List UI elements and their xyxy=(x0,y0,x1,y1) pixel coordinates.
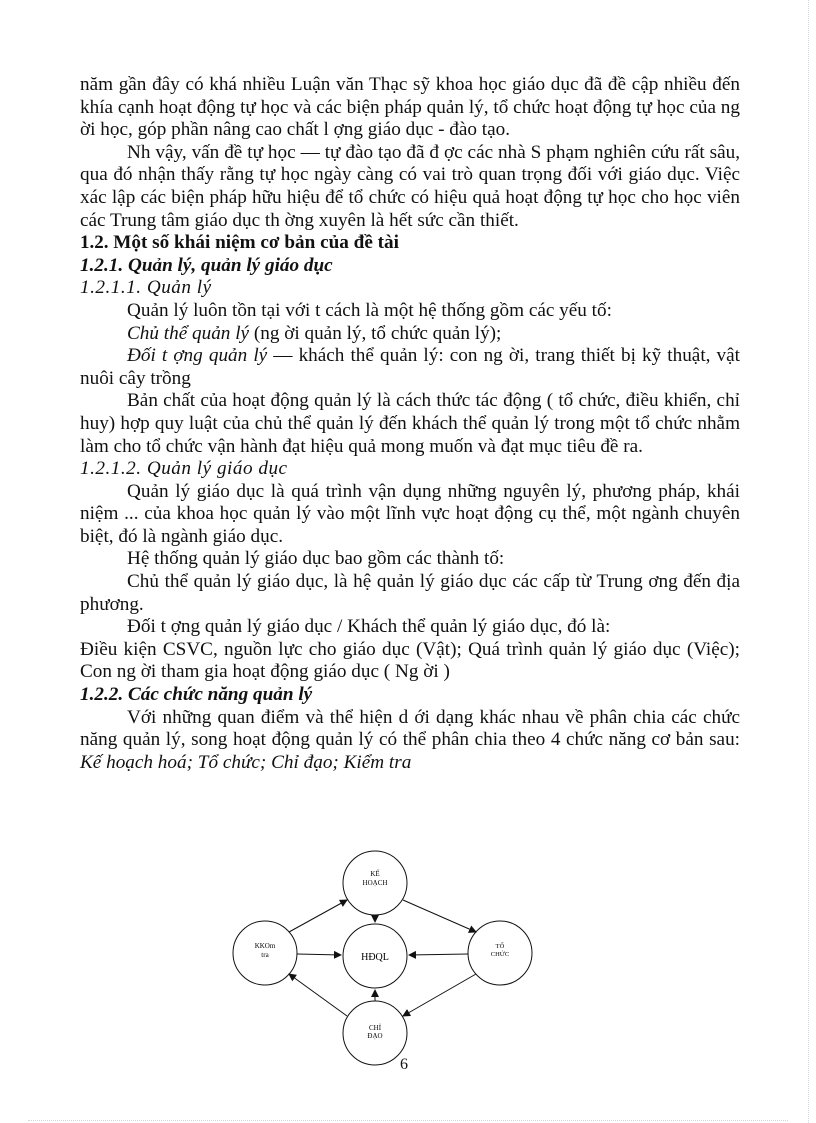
list-item: Đối t ợng quản lý — khách thể quản lý: con ng ời, trang thiết bị kỹ thuật, vật nuôi cây trồng xyxy=(80,345,740,389)
section-heading-1-2-1: 1.2.1. Quản lý, quản lý giáo dục xyxy=(80,254,333,276)
node-label: HOẠCH xyxy=(362,879,388,887)
node-label: ĐẠO xyxy=(367,1032,383,1040)
arrow-kiemtra-to-hdql xyxy=(297,954,341,955)
page-border-right xyxy=(808,0,809,1123)
section-heading-1-2: 1.2. Một số khái niệm cơ bản của đề tài xyxy=(80,232,399,254)
node-label: tra xyxy=(261,951,269,959)
arrow-kehoach-to-tochuc xyxy=(403,900,476,932)
paragraph: năm gần đây có khá nhiều Luận văn Thạc sỹ khoa học giáo dục đã đề cập nhiều đến khía cạnh hoạt động tự học và các biện pháp quản lý, tổ chức hoạt động tự học của ng ời học, góp phần nâng cao chất l ợng giáo dục - đào tạo. xyxy=(80,74,740,141)
paragraph: Hệ thống quản lý giáo dục bao gồm các thành tố: xyxy=(127,548,505,570)
section-heading-1-2-1-2: 1.2.1.2. Quản lý giáo dục xyxy=(80,458,288,480)
paragraph: Điều kiện CSVC, nguồn lực cho giáo dục (Vật); Quá trình quản lý giáo dục (Việc); Con ng ời tham gia hoạt động giáo dục ( Ng ời ) xyxy=(80,638,740,683)
node-label: TỔ xyxy=(495,943,505,950)
page-border-bottom xyxy=(28,1120,788,1121)
arrow-tochuc-to-chidao xyxy=(403,974,476,1016)
arrow-kiemtra-to-kehoach xyxy=(289,900,347,932)
paragraph: Bản chất của hoạt động quản lý là cách thức tác động ( tổ chức, điều khiển, chỉ huy) hợp quy luật của chủ thể quản lý đến khách thể quản lý trong một tổ chức nhằm làm cho tổ chức vận hành đạt hiệu quả mong muốn và đạt mục tiêu đề ra. xyxy=(80,390,740,457)
arrow-chidao-to-kiemtra xyxy=(289,974,347,1016)
node-label: CHỈ xyxy=(368,1024,382,1032)
node-label: KẾ xyxy=(370,870,380,878)
paragraph: Nh vậy, vấn đề tự học — tự đào tạo đã đ ợc các nhà S phạm nghiên cứu rất sâu, qua đó nhận thấy rằng tự học ngày càng có vai trò quan trọng đối với giáo dục. Việc xác lập các biện pháp hữu hiệu để tổ chức có hiệu quả hoạt động tự học cho học viên các Trung tâm giáo dục th ờng xuyên là hết sức cần thiết. xyxy=(80,141,740,231)
section-heading-1-2-1-1: 1.2.1.1. Quản lý xyxy=(80,277,212,299)
arrow-tochuc-to-hdql xyxy=(409,954,468,955)
section-heading-1-2-2: 1.2.2. Các chức năng quản lý xyxy=(80,684,313,706)
list-item: Chủ thể quản lý (ng ời quản lý, tổ chức quản lý); xyxy=(127,322,502,344)
paragraph: Quản lý giáo dục là quá trình vận dụng những nguyên lý, phương pháp, khái niệm ... của khoa học quản lý vào một lĩnh vực hoạt động cụ thể, một ngành chuyên biệt, đó là ngành giáo dục. xyxy=(80,480,740,547)
node-label: CHỨC xyxy=(490,951,510,958)
paragraph: Chủ thể quản lý giáo dục, là hệ quản lý giáo dục các cấp từ Trung ơng đến địa phương. xyxy=(80,571,740,615)
node-label: KKOm xyxy=(254,942,276,950)
paragraph: Đối t ợng quản lý giáo dục / Khách thể quản lý giáo dục, đó là: xyxy=(127,616,611,638)
management-functions-diagram xyxy=(225,848,535,1080)
body-text xyxy=(80,74,740,774)
paragraph: Quản lý luôn tồn tại với t cách là một hệ thống gồm các yếu tố: xyxy=(127,299,612,321)
page-number: 6 xyxy=(400,1056,408,1073)
paragraph: Với những quan điểm và thể hiện d ới dạng khác nhau về phân chia các chức năng quản lý, song hoạt động quản lý có thể phân chia theo 4 chức năng cơ bản sau: Kế hoạch hoá; Tổ chức; Chỉ đạo; Kiểm tra xyxy=(80,706,740,773)
node-label: HĐQL xyxy=(361,952,389,963)
